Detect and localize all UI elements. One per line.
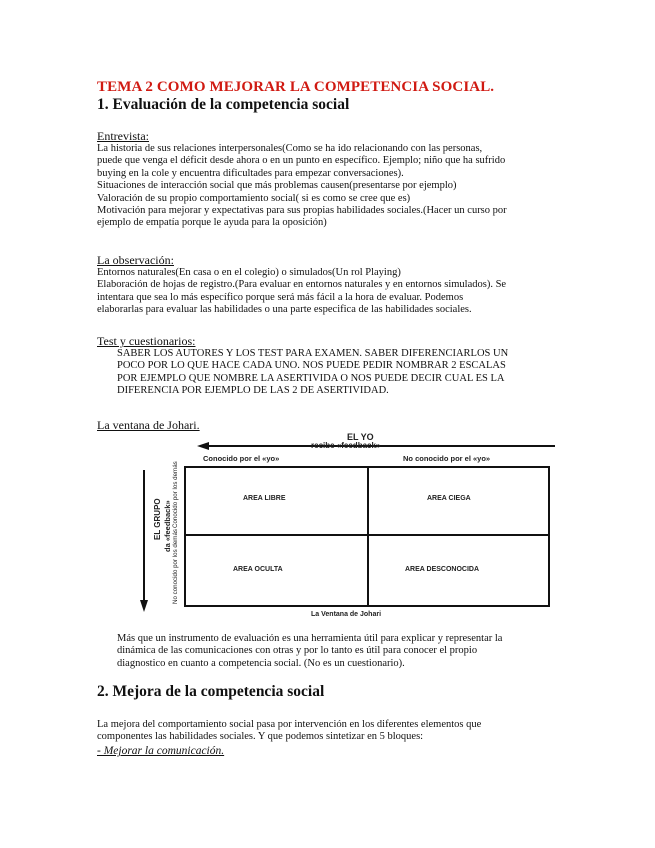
mejora-bullet: - Mejorar la comunicación. [97,745,225,757]
entrevista-line: La historia de sus relaciones interpersonales(Como se ha ido relacionando con las personas, [97,143,483,154]
entrevista-line: Situaciones de interacción social que más problemas causen(presentarse por ejemplo) [97,180,457,192]
johari-description-line: dinámica de las comunicaciones con otras y por lo tanto es útil para conocer el propio [117,645,478,657]
johari-side-title-2: da «feedback» [163,500,172,552]
entrevista-line: puede que venga el déficit desde ahora o en un punto en específico. Ejemplo; niño que ha sufrido [97,155,506,167]
mejora-paragraph [97,719,481,744]
test-paragraph [117,348,508,398]
section2-heading: 2. Mejora de la competencia social [97,683,325,700]
johari-area-ciega: AREA CIEGA [427,495,471,502]
test-line: POCO POR LO QUE HACE CADA UNO. NOS PUEDE PEDIR NOMBRAR 2 ESCALAS [117,360,506,372]
observacion-line: Entornos naturales(En casa o en el colegio) o simulados(Un rol Playing) [97,267,401,278]
johari-area-oculta: AREA OCULTA [233,566,283,573]
observacion-paragraph [97,267,506,317]
observacion-heading: La observación: [97,253,174,267]
entrevista-line: Motivación para mejorar y expectativas para sus propias habilidades sociales.(Hacer un curso por [97,205,507,217]
johari-caption: La Ventana de Johari [311,611,382,618]
johari-area-libre: AREA LIBRE [243,495,286,502]
entrevista-paragraph [97,143,507,230]
observacion-line: Elaboración de hojas de registro.(Para evaluar en entornos naturales y en entornos simulados). Se [97,279,507,291]
test-heading: Test y cuestionarios: [97,334,196,348]
entrevista-line: Valoración de su propio comportamiento social( si es como se cree que es) [97,192,411,204]
entrevista-heading: Entrevista: [97,129,149,143]
johari-row-top: Conocido por los demás [172,461,179,528]
test-line: POR EJEMPLO QUE NOMBRE LA ASERTIVIDA O NOS PUEDE DECIR CUAL ES LA [117,372,505,384]
johari-col-left: Conocido por el «yo» [203,454,280,463]
johari-arrows [125,432,565,624]
johari-area-desconocida: AREA DESCONOCIDA [405,566,480,573]
test-line: DIFERENCIA POR EJEMPLO DE LAS 2 DE ASERTIVIDAD. [117,385,389,397]
johari-heading: La ventana de Johari. [97,418,200,432]
johari-side-title-1: EL GRUPO [153,498,162,540]
observacion-line: elaborarlas para evaluar las habilidades o una parte especifica de las habilidades sociales. [97,304,472,316]
johari-col-right: No conocido por el «yo» [403,454,491,463]
johari-description-line: Más que un instrumento de evaluación es una herramienta útil para explicar y representar la [117,633,503,644]
johari-top-title-1: EL YO [347,432,374,442]
document-title: TEMA 2 COMO MEJORAR LA COMPETENCIA SOCIAL. [97,79,495,95]
section1-heading: 1. Evaluación de la competencia social [97,96,350,113]
johari-description-line: diagnostico en cuanto a competencia social. (No es un cuestionario). [117,657,405,669]
entrevista-line: ejemplo de empatía porque le ayuda para la oposición) [97,217,327,229]
observacion-line: intentara que sea lo más específico porque será más fácil a la hora de evaluar. Podemos [97,291,464,303]
johari-row-bottom: No conocido por los demás [172,529,179,604]
entrevista-line: buying en la cole y encuentra dificultades para empezar conversaciones). [97,167,404,179]
mejora-line: componentes las habilidades sociales. Y que podemos sintetizar en 5 bloques: [97,731,424,743]
johari-window-figure [125,432,565,624]
johari-description [117,633,502,670]
johari-top-title-2: recibe «feedback» [311,441,381,450]
test-line: SABER LOS AUTORES Y LOS TEST PARA EXAMEN. SABER DIFERENCIARLOS UN [117,348,509,359]
mejora-line: La mejora del comportamiento social pasa por intervención en los diferentes elementos que [97,719,482,730]
